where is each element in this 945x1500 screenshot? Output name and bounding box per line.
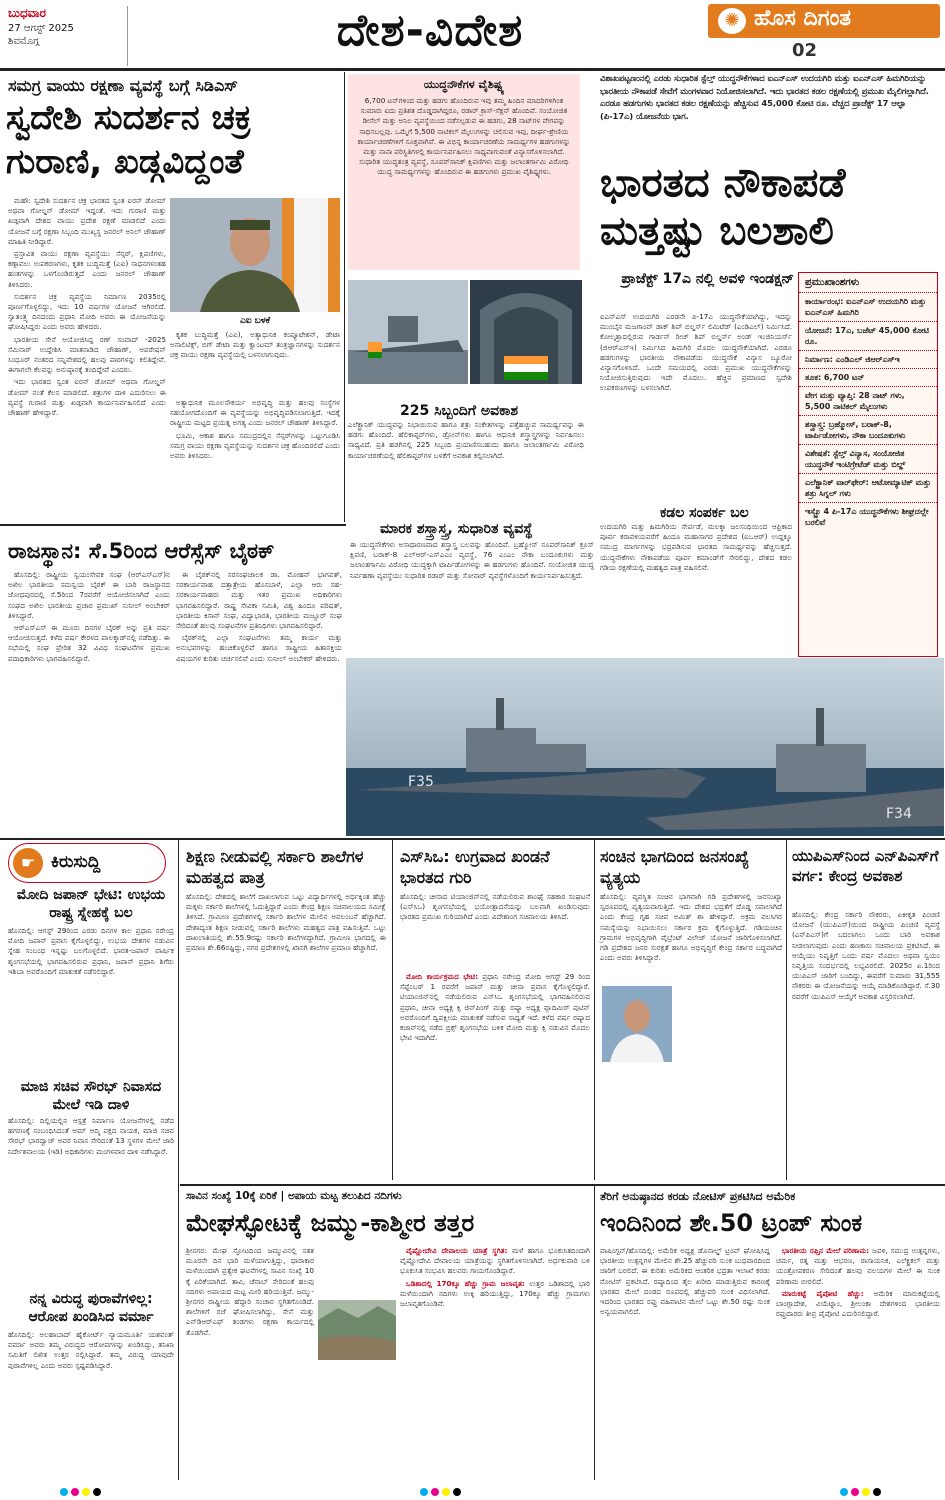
page-number: 02 xyxy=(792,40,818,61)
education-body: ಹೊಸದಿಲ್ಲಿ: ದೇಶದಲ್ಲಿ ಶಾಲೆಗೆ ದಾಖಲಾಗುವ ಒಟ್ಟು ವಿದ್ಯಾರ್ಥಿಗಳಲ್ಲಿ ಅರ್ಧಕ್ಕಿಂತ ಹೆಚ್ಚು ಮಕ್ಕಳು ಸರ್ಕಾರಿ ಶಾಲೆಗಳಲ್ಲಿ ಓದುತ್ತಿದ್ದಾರೆ ಎಂದು ಕೇಂದ್ರ ಶಿಕ್ಷಣ ಸಚಿವಾಲಯದ ಸಮೀಕ್ಷೆ ತಿಳಿಸಿದೆ. ಗ್ರಾಮೀಣ ಪ್ರದೇಶಗಳಲ್ಲಿ ಸರ್ಕಾರಿ ಶಾಲೆಗಳ ಮೇಲಿನ ಅವಲಂಬನೆ ಹೆಚ್ಚಾಗಿದೆ. ದೇಶಾದ್ಯಂತ ಶಿಕ್ಷಣ ನೀಡುವಲ್ಲಿ ಸರ್ಕಾರಿ ಶಾಲೆಗಳು ಮಹತ್ವದ ಪಾತ್ರ ವಹಿಸುತ್ತಿವೆ. ಒಟ್ಟು ದಾಖಲಾತಿಯಲ್ಲಿ ಶೇ.55.9ರಷ್ಟು ಸರ್ಕಾರಿ ಶಾಲೆಗಳದ್ದಾಗಿದೆ. ಗ್ರಾಮೀಣ ಭಾಗದಲ್ಲಿ ಈ ಪ್ರಮಾಣ ಶೇ.66ರಷ್ಟಿದ್ದು, ನಗರ ಪ್ರದೇಶಗಳಲ್ಲಿ ಖಾಸಗಿ ಶಾಲೆಗಳ ಪ್ರಮಾಣ ಹೆಚ್ಚಾಗಿದೆ. xyxy=(186,892,386,953)
column-rule xyxy=(594,1186,595,1480)
masthead-city: ಶಿವಮೊಗ್ಗ xyxy=(8,36,40,47)
tariff-subhead-2: ಮಾರುಕಟ್ಟೆ ಪೈಪೋಟಿ ಹೆಚ್ಚು: xyxy=(782,1288,864,1298)
flood-kicker: ಸಾವಿನ ಸಂಖ್ಯೆ 10ಕ್ಕೆ ಏರಿಕೆ | ಅಪಾಯ ಮಟ್ಟ ತಲುಪಿದ ನದಿಗಳು xyxy=(186,1190,402,1202)
key-point-item: ಕಾರ್ಯಾರಂಭ: ಐಎನ್‌ಎಸ್ ಉದಯಗಿರಿ ಮತ್ತು ಐಎನ್‌ಎಸ್ ಹಿಮಗಿರಿ xyxy=(799,292,937,321)
cds-para: ಸುದರ್ಶನ ಚಕ್ರ ವ್ಯವಸ್ಥೆಯ ನಿರ್ಮಾಣ 2035ರಲ್ಲಿ ಪೂರ್ಣಗೊಳ್ಳಲಿದ್ದು, ಇದು 10 ವರ್ಷಗಳ ಯೋಜನೆ ಆಗಿರಲಿದೆ. ಸ್ವಾತಂತ್ರ್ಯ ದಿನದಂದು ಪ್ರಧಾನಿ ಮೋದಿ ಅವರು ಈ ಯೋಜನೆಯನ್ನು ಘೋಷಿಸಿದ್ದರು ಎಂದು ಅವರು ಹೇಳಿದರು. xyxy=(8,291,166,332)
column-rule xyxy=(786,840,787,1180)
rule xyxy=(0,838,945,840)
navy-subhead-sea: ಕಡಲ ಸಂಪರ್ಕ ಬಲ xyxy=(660,505,749,521)
cds-body-col1 xyxy=(8,196,166,418)
registration-marks xyxy=(60,1488,101,1496)
flood-para: ಉತ್ತರ ಒಡಿಶಾದಲ್ಲಿ ಭಾರಿ ಮಳೆಯಿಂದಾಗಿ ನದಿಗಳು ಉಕ್ಕಿ ಹರಿಯುತ್ತಿದ್ದು, 170ಕ್ಕೂ ಹೆಚ್ಚು ಗ್ರಾಮಗಳು ಜಲಾವೃತಗೊಂಡಿವೆ. xyxy=(400,1278,591,1309)
navy-body-sea: ಉದಯಗಿರಿ ಮತ್ತು ಹಿಮಗಿರಿಯ ಸೇರ್ಪಡೆ, ಮಲಕ್ಕಾ ಜಲಸಂಧಿಯಿಂದ ಆಫ್ರಿಕಾದ ಪೂರ್ವ ಕರಾವಳಿಯವರೆಗೆ ಹಿಂದೂ ಮಹಾಸಾಗರ ಪ್ರದೇಶದ (ಐಒಆರ್) ಉದ್ದಕ್ಕೂ ಸಮುದ್ರ ಮಾರ್ಗಗಳನ್ನು ಭದ್ರಪಡಿಸುವ ಭಾರತದ ಸಾಮರ್ಥ್ಯವನ್ನು ಹೆಚ್ಚಿಸುತ್ತದೆ. ಯುದ್ಧನೌಕೆಗಳು ನೌಕಾಪಡೆಯ ಪೂರ್ವ ಕಮಾಂಡ್‌ಗೆ ಸೇರಲಿದ್ದು, ದೇಶದ ಕಡಲ ಗಡಿಯ ರಕ್ಷಣೆಯಲ್ಲಿ ಮಹತ್ವದ ಪಾತ್ರ ವಹಿಸಲಿವೆ. xyxy=(600,522,792,572)
key-point-item: ನಿರ್ಮಾಣ: ಎಂಡಿಎಲ್ ಜಿಆರ್‌ಎಸ್‌ಇ xyxy=(799,350,937,368)
key-point-item: ಶಸ್ತ್ರಾಸ್ತ್ರ: ಬ್ರಹ್ಮೋಸ್, ಬರಾಕ್-8, ಟಾರ್ಪಿಡೋಗಳು, ನೌಕಾ ಬಂದೂಕುಗಳು xyxy=(799,415,937,444)
cds-headline-2: ಗುರಾಣಿ, ಖಡ್ಗವಿದ್ದಂತೆ xyxy=(6,142,244,182)
shipyard-illustration xyxy=(470,280,582,384)
navy-subhead-weapons: ಮಾರಕ ಶಸ್ತ್ರಾಸ್ತ್ರ, ಸುಧಾರಿತ ವ್ಯವಸ್ಥೆ xyxy=(380,521,533,537)
key-point-item: ತೂಕ: 6,700 ಟನ್ xyxy=(799,368,937,386)
tariff-para: ಜವಳಿ, ಸಮುದ್ರ ಉತ್ಪನ್ನಗಳು, ಚರ್ಮ, ರತ್ನ ಮತ್ತು ಆಭರಣ, ರಾಸಾಯನಿಕ, ಎಲೆಕ್ಟ್ರಿಕಲ್ ಮತ್ತು ಯಂತ್ರೋಪಕರಣ ಸೇರಿದಂತೆ ಹಲವು ವಲಯಗಳ ಮೇಲೆ ಈ ಸುಂಕ ಪರಿಣಾಮ ಬೀರಲಿದೆ. xyxy=(776,1246,940,1286)
column-rule xyxy=(344,72,345,522)
ship-photo-2 xyxy=(470,280,582,384)
ship-photo-1 xyxy=(348,280,468,384)
ups-body: ಹೊಸದಿಲ್ಲಿ: ಕೇಂದ್ರ ಸರ್ಕಾರಿ ನೌಕರರು, ಏಕೀಕೃತ ಪಿಂಚಣಿ ಯೋಜನೆ (ಯುಪಿಎಸ್)ಯಿಂದ ರಾಷ್ಟ್ರೀಯ ಪಿಂಚಣಿ ವ್ಯವಸ್ಥೆ (ಎನ್‌ಪಿಎಸ್)ಗೆ ಬದಲಾಗಲು ಒಂದು ಬಾರಿ ಅವಕಾಶ ನೀಡಲಾಗುವುದು ಎಂದು ಹಣಕಾಸು ಸಚಿವಾಲಯ ಪ್ರಕಟಿಸಿದೆ. ಈ ಆಯ್ಕೆಯು ನಿವೃತ್ತಿಗೆ ಒಂದು ವರ್ಷ ಮೊದಲು ಅಥವಾ ಸ್ವಯಂ ನಿವೃತ್ತಿಯ ಸಂದರ್ಭದಲ್ಲಿ ಲಭ್ಯವಿರಲಿದೆ. 2025ರ ಏ.1ರಿಂದ ಯುಪಿಎಸ್ ಜಾರಿಗೆ ಬಂದಿದ್ದು, ಈವರೆಗೆ ಸುಮಾರು 31,555 ನೌಕರರು ಈ ಯೋಜನೆಯನ್ನು ಆಯ್ಕೆ ಮಾಡಿಕೊಂಡಿದ್ದಾರೆ. ಸೆ.30 ರವರೆಗೆ ಯುಪಿಎಸ್ ಆಯ್ಕೆಗೆ ಅವಕಾಶ ವಿಸ್ತರಿಸಲಾಗಿದೆ. xyxy=(792,910,940,1001)
masthead-rule xyxy=(0,68,945,71)
flood-headline: ಮೇಘಸ್ಫೋಟಕ್ಕೆ ಜಮ್ಮು-ಕಾಶ್ಮೀರ ತತ್ತರ xyxy=(186,1209,475,1237)
tariff-para: ಅಮೆರಿಕ ಮಾರುಕಟ್ಟೆಯಲ್ಲಿ ಬಾಂಗ್ಲಾದೇಶ, ವಿಯೆಟ್ನಾಂ, ಶ್ರೀಲಂಕಾ ದೇಶಗಳಿಂದ ಭಾರತೀಯ ರಫ್ತುದಾರರು ತೀವ್ರ ಪೈಪೋಟಿ ಎದುರಿಸಲಿದ್ದಾರೆ. xyxy=(776,1288,940,1319)
kiru-item1-body: ಹೊಸದಿಲ್ಲಿ: ಆಗಸ್ಟ್ 29ರಿಂದ ಎರಡು ದಿನಗಳ ಕಾಲ ಪ್ರಧಾನಿ ನರೇಂದ್ರ ಮೋದಿ ಜಪಾನ್ ಪ್ರವಾಸ ಕೈಗೊಳ್ಳಲಿದ್ದು, ಉಭಯ ದೇಶಗಳ ನಡುವಿನ ಸ್ನೇಹ ಸಂಬಂಧ ಇನ್ನಷ್ಟು ಬಲಗೊಳ್ಳಲಿದೆ. ಭಾರತ-ಜಪಾನ್ ವಾರ್ಷಿಕ ಶೃಂಗಸಭೆಯಲ್ಲಿ ಭಾಗವಹಿಸಲಿರುವ ಪ್ರಧಾನಿ, ಜಪಾನ್ ಪ್ರಧಾನಿ ಶಿಗೆರು ಇಶಿಬಾ ಅವರೊಂದಿಗೆ ಮಾತುಕತೆ ನಡೆಸಲಿದ್ದಾರೆ. xyxy=(8,926,174,976)
tariff-body-2 xyxy=(776,1246,940,1480)
cds-headline-1: ಸ್ವದೇಶಿ ಸುದರ್ಶನ ಚಕ್ರ xyxy=(6,98,252,138)
flood-subhead-2: ಒಡಿಶಾದಲ್ಲಿ 170ಕ್ಕೂ ಹೆಚ್ಚು ಗ್ರಾಮ ಜಲಾವೃತ: xyxy=(406,1278,525,1288)
kiru-item1-headline: ಮೋದಿ ಜಪಾನ್ ಭೇಟಿ: ಉಭಯ ರಾಷ್ಟ್ರ ಸ್ನೇಹಕ್ಕೆ ಬಲ xyxy=(16,887,166,921)
rule xyxy=(180,1184,945,1186)
sco-body: ಹೊಸದಿಲ್ಲಿ: ಚೀನಾದ ಟಿಯಾಂಜಿನ್‌ನಲ್ಲಿ ನಡೆಯಲಿರುವ ಶಾಂಘೈ ಸಹಕಾರ ಸಂಘಟನೆ (ಎಸ್‌ಸಿಒ) ಶೃಂಗಸಭೆಯಲ್ಲಿ ಭಯೋತ್ಪಾದನೆಯನ್ನು ಬಲವಾಗಿ ಖಂಡಿಸುವುದು ಭಾರತದ ಪ್ರಮುಖ ಗುರಿಯಾಗಿದೆ ಎಂದು ವಿದೇಶಾಂಗ ಸಚಿವಾಲಯ ತಿಳಿಸಿದೆ. xyxy=(400,892,590,922)
cds-para: ಮಹೌ: ಸ್ವದೇಶಿ ಸುದರ್ಶನ ಚಕ್ರ ಭಾರತದ ಸ್ವಂತ ಐರನ್ ಡೋಮ್ ಅಥವಾ ಗೋಲ್ಡನ್ ಡೋಮ್ ಇದ್ದಂತೆ. ಇದು ಗುರಾಣಿ ಮತ್ತು ಖಡ್ಗವಾಗಿ ದೇಶದ ವಾಯು ಪ್ರದೇಶ ರಕ್ಷಣೆ ಮಾಡಲಿದೆ ಎಂದು ಯೋಜನೆ ಬಗ್ಗೆ ರಕ್ಷಣಾ ಸಿಬ್ಬಂದಿ ಮುಖ್ಯಸ್ಥ ಜನರಲ್ ಅನಿಲ್ ಚೌಹಾಣ್ ಮಾಹಿತಿ ನೀಡಿದ್ದಾರೆ. xyxy=(8,196,166,246)
registration-marks xyxy=(840,1488,881,1496)
registration-marks xyxy=(420,1488,461,1496)
navy-subhead-p17a: ಪ್ರಾಜೆಕ್ಟ್ 17ಎ ನಲ್ಲಿ ಅವಳಿ ಇಂಡಕ್ಷನ್ xyxy=(621,271,794,287)
education-headline: ಶಿಕ್ಷಣ ನೀಡುವಲ್ಲಿ ಸರ್ಕಾರಿ ಶಾಲೆಗಳ ಮಹತ್ವದ ಪಾತ್ರ xyxy=(186,847,364,887)
key-point-item: ವಿಶೇಷತೆ: ಸ್ಟೆಲ್ತ್ ವಿನ್ಯಾಸ, ಸಂಯೋಜಿತ ಯುದ್ಧನೌಕೆ ಇಂಟಿಗ್ರೇಟೆಡ್ ಮತ್ತು ಬಿಲ್ಡ್ xyxy=(799,444,937,473)
flood-photo xyxy=(318,1300,396,1360)
cds-para: ಇದು ಭಾರತದ ಸ್ವಂತ ಐರನ್ ಡೋಮ್ ಅಥವಾ ಗೋಲ್ಡನ್ ಡೋಮ್ ನಂತೆ ಕೆಲಸ ಮಾಡಲಿದೆ. ಶತ್ರುಗಳ ದಾಳಿ ಎದುರಿಸಲು ಈ ವ್ಯವಸ್ಥೆ ಗುರಾಣಿ ಮತ್ತು ಖಡ್ಗವಾಗಿ ಕಾರ್ಯನಿರ್ವಹಿಸಲಿದೆ ಎಂದು ಚೌಹಾಣ್ ಹೇಳಿದ್ದಾರೆ. xyxy=(8,377,166,418)
rss-body-col2 xyxy=(176,570,342,832)
kiru-item2-body: ಹೊಸದಿಲ್ಲಿ: ದಿಲ್ಲಿಯಲ್ಲಿನ ಆಸ್ಪತ್ರೆ ನಿರ್ಮಾಣ ಯೋಜನೆಗಳಲ್ಲಿ ನಡೆದ ಹಗರಣಕ್ಕೆ ಸಂಬಂಧಿಸಿದಂತೆ ಆಮ್ ಆದ್ಮಿ ಪಕ್ಷದ ನಾಯಕ, ಮಾಜಿ ಸಚಿವ ಸೌರಭ್ ಭಾರದ್ವಾಜ್ ಅವರ ನಿವಾಸ ಸೇರಿದಂತೆ 13 ಸ್ಥಳಗಳ ಮೇಲೆ ಜಾರಿ ನಿರ್ದೇಶನಾಲಯ (ಇಡಿ) ಅಧಿಕಾರಿಗಳು ಮಂಗಳವಾರ ದಾಳಿ ನಡೆಸಿದ್ದಾರೆ. xyxy=(8,1116,174,1156)
kiru-item3-body: ಹೊಸದಿಲ್ಲಿ: ಅಲಹಾಬಾದ್ ಹೈಕೋರ್ಟ್ ನ್ಯಾಯಮೂರ್ತಿ ಯಶವಂತ್ ವರ್ಮಾ ಅವರು ತಮ್ಮ ವಿರುದ್ಧದ ಆರೋಪಗಳನ್ನು ಖಂಡಿಸಿದ್ದು, ತನಿಖಾ ಸಮಿತಿಗೆ ಲಿಖಿತ ಉತ್ತರ ಸಲ್ಲಿಸಿದ್ದಾರೆ. ತಮ್ಮ ವಿರುದ್ಧ ಯಾವುದೇ ಪುರಾವೆಗಳಿಲ್ಲ ಎಂದು ಅವರು ಸ್ಪಷ್ಟಪಡಿಸಿದ್ದಾರೆ. xyxy=(8,1330,174,1370)
hull-number-f35: F35 xyxy=(408,774,434,790)
key-point-item: ಎಲೆಕ್ಟ್ರಾನಿಕ್ ವಾರ್‌ಫೇರ್: ಆಟೋಮ್ಯಾಟಿಕ್ ಮತ್ತು ಶತ್ರು ಸಿಗ್ನಲ್ ಗಳು xyxy=(799,473,937,502)
pointing-hand-icon: ☛ xyxy=(13,848,43,878)
navy-headline-1: ಭಾರತದ ನೌಕಾಪಡೆ xyxy=(600,160,846,206)
tariff-subhead-1: ಭಾರತೀಯ ರಫ್ತಿನ ಮೇಲೆ ಪರಿಣಾಮ: xyxy=(782,1246,870,1255)
cds-para: ಭೂಮಿ, ಆಕಾಶ ಹಾಗೂ ಸಮುದ್ರದಲ್ಲಿನ ಸೆನ್ಸರ್‌ಗಳನ್ನು ಒಟ್ಟುಗೂಡಿಸಿ ಸಮಗ್ರ ವಾಯು ರಕ್ಷಣಾ ವ್ಯವಸ್ಥೆಯನ್ನು ಸುದರ್ಶನ ಚಕ್ರ ಹೊಂದಿರಲಿದೆ ಎಂದು ಅವರು ತಿಳಿಸಿದರು. xyxy=(170,430,340,461)
general-portrait-illustration xyxy=(170,198,340,312)
newspaper-logo xyxy=(708,4,940,62)
lamp-icon: ✺ xyxy=(718,8,746,34)
sco-body-2 xyxy=(400,972,590,1180)
cds-para: ಕೃತಕ ಬುದ್ಧಿಮತ್ತೆ (ಎಐ), ಅತ್ಯಾಧುನಿಕ ಕಂಪ್ಯೂಟೇಶನ್, ಡೇಟಾ ಅನಾಲಿಟಿಕ್ಸ್, ಬಿಗ್ ಡೇಟಾ ಮತ್ತು ಕ್ವಾಂಟಮ್ ತಂತ್ರಜ್ಞಾನಗಳನ್ನು ಸುದರ್ಶನ ಚಕ್ರ ವಾಯು ರಕ್ಷಣಾ ವ್ಯವಸ್ಥೆಯಲ್ಲಿ ಬಳಸಲಾಗುವುದು. xyxy=(170,330,340,360)
column-rule xyxy=(392,840,393,1180)
kiru-item2-headline: ಮಾಜಿ ಸಚಿವ ಸೌರಭ್ ನಿವಾಸದ ಮೇಲೆ ಇಡಿ ದಾಳಿ xyxy=(20,1079,162,1113)
key-points-box xyxy=(798,272,938,657)
warship-photo xyxy=(346,658,944,836)
features-title: ಯುದ್ಧನೌಕೆಗಳ ವೈಶಿಷ್ಟ್ಯ xyxy=(423,78,505,91)
key-point-item: ವೇಗ ಮತ್ತು ವ್ಯಾಪ್ತಿ: 28 ನಾಟ್ ಗಳು, 5,500 ನಾಟಿಕಲ್ ಮೈಲುಗಳು xyxy=(799,386,937,415)
sco-headline: ಎಸ್‌ಸಿಒ: ಉಗ್ರವಾದ ಖಂಡನೆ ಭಾರತದ ಗುರಿ xyxy=(400,847,550,887)
rss-para: ಹೊಸದಿಲ್ಲಿ: ರಾಷ್ಟ್ರೀಯ ಸ್ವಯಂಸೇವಕ ಸಂಘ (ಆರ್‌ಎಸ್‌ಎಸ್)ನ ಅಖಿಲ ಭಾರತೀಯ ಸಮನ್ವಯ ಬೈಠಕ್ ಈ ಬಾರಿ ರಾಜಸ್ಥಾನದ ಜೋಧಪುರದಲ್ಲಿ ಸೆ.5ರಿಂದ 7ರವರೆಗೆ ಆಯೋಜಿಸಲಾಗಿದೆ ಎಂದು ಸಂಘದ ಅಖಿಲ ಭಾರತೀಯ ಪ್ರಚಾರ ಪ್ರಮುಖ್ ಸುನೀಲ್ ಅಂಬೇಕರ್ ತಿಳಿಸಿದ್ದಾರೆ. xyxy=(8,570,170,620)
sco-subhead: ಮೋದಿ ಕಾರ್ಯಕ್ರಮದ ಭೇಟಿ: xyxy=(406,972,479,981)
key-points-title: ಪ್ರಮುಖಾಂಶಗಳು xyxy=(805,277,860,288)
cds-body-col2a xyxy=(170,330,340,380)
features-body: 6,700 ಟನ್‌ಗಳಿಂದ ಮತ್ತು ಹಡಗು ಹೊಂದಿರುವ ಇವು ತಮ್ಮ ಹಿಂದಿನ ಮಾದರಿಗಳಿಗಿಂತ ಸುಮಾರು ಐದು ಪ್ರತಿಶತ ದೊಡ್ಡದಾಗಿದ್ದರೂ, ರಡಾರ್ ಕ್ರಾಸ್-ಸೆಕ್ಷನ್ ಹೊಂದಿವೆ. ಸಂಯೋಜಿತ ಡೀಸೆಲ್ ಮತ್ತು ಅನಿಲ ವ್ಯವಸ್ಥೆಯಿಂದ ನಡೆಸಲ್ಪಡುವ ಈ ಹಡಗು, 28 ನಾಟ್‌ಗಳ ವೇಗವನ್ನು ಸಾಧಿಸಬಲ್ಲವು. ಒಮ್ಮೆಗೆ 5,500 ನಾಟಿಕಲ್ ಮೈಲುಗಳನ್ನು ಚಲಿಸುವ ಇವು, ದೀರ್ಘ-ಶ್ರೇಣಿಯ ಕಾರ್ಯಾಚರಣೆಗಳಿಗೆ ಸೂಕ್ತವಾಗಿವೆ. ಈ ವಿಭಿನ್ನ ಕಾರ್ಯಾಚರಣೆಯ ಸಾಮರ್ಥ್ಯಗಳ ಹಡಗುಗಳನ್ನು ಮತ್ತು ನಾನಾ ಪರಿಸ್ಥಿತಿಗಳಲ್ಲಿ ಕಾರ್ಯನಿರ್ವಹಿಸಲು ಸಾಧ್ಯವಾಗುವಂತೆ ವಿನ್ಯಾಸಗೊಳಿಸಲಾಗಿದೆ. ಸುಧಾರಿತ ಯುದ್ಧತಂತ್ರ ವ್ಯವಸ್ಥೆ, ಸೂಪರ್‌ಸಾನಿಕ್ ಕ್ಷಿಪಣಿಗಳು ಮತ್ತು ಜಲಾಂತರ್ಗಾಮಿ ವಿರೋಧಿ ಯುದ್ಧ ಸಾಮರ್ಥ್ಯಗಳನ್ನು ಹೊಂದಿರುವ ಈ ಹಡಗುಗಳು ಪ್ರಮುಖ ವೈಶಿಷ್ಟ್ಯಗಳು. xyxy=(357,96,571,177)
tariff-body: ವಾಷಿಂಗ್ಟನ್/ಹೊಸದಿಲ್ಲಿ: ಅಮೆರಿಕ ಅಧ್ಯಕ್ಷ ಡೊನಾಲ್ಡ್ ಟ್ರಂಪ್ ಘೋಷಿಸಿದ್ದ ಭಾರತೀಯ ಉತ್ಪನ್ನಗಳ ಮೇಲಿನ ಶೇ.25 ಹೆಚ್ಚುವರಿ ಸುಂಕ ಬುಧವಾರದಿಂದ ಜಾರಿಗೆ ಬರಲಿದೆ. ಈ ಕುರಿತು ಅಮೆರಿಕದ ಆಂತರಿಕ ಭದ್ರತಾ ಇಲಾಖೆ ಕರಡು ನೋಟಿಸ್ ಪ್ರಕಟಿಸಿದೆ. ರಷ್ಯಾದಿಂದ ತೈಲ ಖರೀದಿ ಮಾಡುತ್ತಿರುವ ಕಾರಣಕ್ಕೆ ಭಾರತದ ಮೇಲೆ ದಂಡದ ರೂಪದಲ್ಲಿ ಹೆಚ್ಚುವರಿ ಸುಂಕ ವಿಧಿಸಲಾಗಿದೆ. ಇದರಿಂದ ಭಾರತದ ರಫ್ತು ವಹಿವಾಟಿನ ಮೇಲೆ ಒಟ್ಟು ಶೇ.50 ರಷ್ಟು ಸುಂಕ ಅನ್ವಯವಾಗಲಿದೆ. xyxy=(600,1246,770,1317)
navy-body-weapons: ಈ ಯುದ್ಧನೌಕೆಗಳು ಅಸಾಧಾರಣವಾದ ಶಸ್ತ್ರಾಸ್ತ್ರ ಬಲವನ್ನು ಹೊಂದಿವೆ. ಬ್ರಹ್ಮೋಸ್ ಸೂಪರ್‌ಸಾನಿಕ್ ಕ್ರೂಸ್ ಕ್ಷಿಪಣಿ, ಬರಾಕ್-8 ಎಲ್‌ಆರ್-ಎಸ್‌ಎಎಂ ವ್ಯವಸ್ಥೆ, 76 ಎಂಎಂ ನೌಕಾ ಬಂದೂಕುಗಳು ಮತ್ತು ಜಲಾಂತರ್ಗಾಮಿ ವಿರೋಧಿ ಯುದ್ಧಕ್ಕಾಗಿ ಟಾರ್ಪಿಡೋಗಳನ್ನು ಈ ಹಡಗುಗಳು ಹೊಂದಿವೆ. ಸಂಯೋಜಿತ ಯುದ್ಧ ನಿರ್ವಹಣಾ ವ್ಯವಸ್ಥೆಯು ಸುಧಾರಿತ ರಡಾರ್ ಮತ್ತು ಸೋನಾರ್ ವ್ಯವಸ್ಥೆಗಳೊಂದಿಗೆ ಕಾರ್ಯನಿರ್ವಹಿಸುತ್ತದೆ. xyxy=(350,540,594,580)
flood-subhead-1: ವೈಷ್ಣೋದೇವಿ ದೇವಾಲಯ ಯಾತ್ರೆ ಸ್ಥಗಿತ: xyxy=(406,1246,508,1255)
cds-photo xyxy=(170,198,340,312)
key-point-item: ಇಸ್ಟ್ರೊ 4 ಪಿ-17ಎ ಯುದ್ಧನೌಕೆಗಳು ಶೀಘ್ರದಲ್ಲೇ ಬರಲಿವೆ xyxy=(799,502,937,531)
kirusuddi-label: ಕಿರುಸುದ್ದಿ xyxy=(51,852,101,872)
sco-para: ಪ್ರಧಾನಿ ನರೇಂದ್ರ ಮೋದಿ ಆಗಸ್ಟ್ 29 ರಿಂದ ಸೆಪ್ಟೆಂಬರ್ 1 ರವರೆಗೆ ಜಪಾನ್ ಮತ್ತು ಚೀನಾ ಪ್ರವಾಸ ಕೈಗೊಳ್ಳಲಿದ್ದಾರೆ. ಟಿಯಾಂಜಿನ್‌ನಲ್ಲಿ ನಡೆಯಲಿರುವ ಎಸ್‌ಸಿಒ ಶೃಂಗಸಭೆಯಲ್ಲಿ ಭಾಗವಹಿಸಲಿರುವ ಪ್ರಧಾನಿ, ಚೀನಾ ಅಧ್ಯಕ್ಷ ಕ್ಸಿ ಜಿನ್‌ಪಿಂಗ್ ಮತ್ತು ರಷ್ಯಾ ಅಧ್ಯಕ್ಷ ವ್ಲಾದಿಮಿರ್ ಪುಟಿನ್ ಅವರೊಂದಿಗೆ ದ್ವಿಪಕ್ಷೀಯ ಮಾತುಕತೆ ನಡೆಸುವ ಸಾಧ್ಯತೆ ಇದೆ. ಕಳೆದ ವರ್ಷ ರಷ್ಯಾದ ಕಜಾನ್‌ನಲ್ಲಿ ನಡೆದ ಬ್ರಿಕ್ಸ್ ಶೃಂಗಸಭೆಯ ಬಳಿಕ ಮೋದಿ ಮತ್ತು ಕ್ಸಿ ನಡುವಿನ ಮೊದಲ ಭೇಟಿ ಇದಾಗಿದೆ. xyxy=(400,972,590,1043)
column-rule xyxy=(178,840,179,1480)
ups-headline: ಯುಪಿಎಸ್‌ನಿಂದ ಎನ್‌ಪಿಎಸ್‌ಗೆ ವರ್ಗ: ಕೇಂದ್ರ ಅವಕಾಶ xyxy=(792,847,939,885)
hull-number-f34: F34 xyxy=(886,806,912,822)
features-box xyxy=(348,74,580,270)
masthead-day: ಬುಧವಾರ xyxy=(8,6,46,20)
navy-headline-2: ಮತ್ತಷ್ಟು ಬಲಶಾಲಿ xyxy=(600,208,834,254)
rss-body-col1 xyxy=(8,570,170,832)
kiru-item3-headline: ನನ್ನ ವಿರುದ್ಧ ಪುರಾವೆಗಳಿಲ್ಲ: ಆರೋಪ ಖಂಡಿಸಿದ ವರ್ಮಾ xyxy=(28,1291,154,1325)
cds-subhead-ai: ಎಐ ಬಳಕೆ xyxy=(239,316,271,326)
rss-headline: ರಾಜಸ್ಥಾನ: ಸೆ.5ರಿಂದ ಆರೆಸ್ಸೆಸ್ ಬೈಠಕ್ xyxy=(8,539,275,563)
tariff-kicker: ತೆರಿಗೆ ಅನುಷ್ಠಾನದ ಕರಡು ನೋಟಿಸ್ ಪ್ರಕಟಿಸಿದ ಅಮೆರಿಕ xyxy=(600,1190,796,1203)
flood-body-2 xyxy=(400,1246,590,1480)
flood-river-illustration xyxy=(318,1300,396,1360)
logo-name: ಹೊಸ ದಿಗಂತ xyxy=(754,6,852,31)
cds-para: ಭಾರತೀಯ ಸೇನೆ ಆಯೋಜಿಸಿದ್ದ ರಣ್ ಸಂವಾದ್ -2025 ಸೆಮಿನಾರ್ ಉದ್ದೇಶಿಸಿ ಮಾತನಾಡಿದ ಚೌಹಾಣ್, ಆಪರೇಷನ್ ಸಿಂಧೂರ್ ನಂತರದ ಸನ್ನಿವೇಶದಲ್ಲಿ ಹಲವು ಪಾಠಗಳನ್ನು ಕಲಿತಿದ್ದೇವೆ. ಈಗಾಗಲೇ ಕೆಲವನ್ನು ಅನುಷ್ಠಾನಕ್ಕೆ ತಂದಿದ್ದೇವೆ ಎಂದರು. xyxy=(8,334,166,375)
navy-lead: ವಿಶಾಖಪಟ್ಟಣಂನಲ್ಲಿ ಎರಡು ಸುಧಾರಿತ ಸ್ಟೆಲ್ತ್ ಯುದ್ಧನೌಕೆಗಳಾದ ಐಎನ್‌ಎಸ್ ಉದಯಗಿರಿ ಮತ್ತು ಐಎನ್‌ಎಸ್ ಹಿಮಗಿರಿಯನ್ನು ಭಾರತೀಯ ನೌಕಾಪಡೆ ಸೇವೆಗೆ ಮಂಗಳವಾರ ನಿಯೋಜಿಸಲಾಗಿದೆ. ಇದು ಭಾರತದ ಕಡಲ ರಕ್ಷಣೆಯಲ್ಲಿ ಪ್ರಮುಖ ಮೈಲಿಗಲ್ಲಾಗಿದೆ. ಎರಡೂ ಹಡಗುಗಳು ಭಾರತದ ಕಡಲ ರಕ್ಷಣೆಯನ್ನು ಹೆಚ್ಚಿಸುವ 45,000 ಕೋಟಿ ರೂ. ವೆಚ್ಚದ ಪ್ರಾಜೆಕ್ಟ್ 17 ಆಲ್ಫಾ (ಪಿ-17ಎ) ಯೋಜನೆಯ ಭಾಗ. xyxy=(600,73,929,121)
column-rule xyxy=(594,840,595,1180)
cds-kicker: ಸಮಗ್ರ ವಾಯು ರಕ್ಷಣಾ ವ್ಯವಸ್ಥೆ ಬಗ್ಗೆ ಸಿಡಿಎಸ್ xyxy=(8,76,238,95)
rule xyxy=(0,524,346,526)
tariff-headline: ಇಂದಿನಿಂದ ಶೇ.50 ಟ್ರಂಪ್ ಸುಂಕ xyxy=(600,1209,863,1237)
navy-subhead-225: 225 ಸಿಬ್ಬಂದಿಗೆ ಅವಕಾಶ xyxy=(400,403,518,419)
population-headline: ಸಂಚಿನ ಭಾಗದಿಂದ ಜನಸಂಖ್ಯೆ ವ್ಯತ್ಯಯ xyxy=(600,847,750,887)
section-title: ದೇಶ-ವಿದೇಶ xyxy=(336,5,524,56)
rss-para: ಬೈಠಕ್‌ನಲ್ಲಿ ಎಲ್ಲಾ ಸಂಘಟನೆಗಳು ತಮ್ಮ ಕಾರ್ಯ ಮತ್ತು ಅನುಭವಗಳನ್ನು ಹಂಚಿಕೊಳ್ಳಲಿವೆ ಹಾಗೂ ರಾಷ್ಟ್ರೀಯ ಹಿತಾಸಕ್ತಿಯ ವಿಷಯಗಳ ಕುರಿತು ಚರ್ಚಿಸಲಿವೆ ಎಂದು ಸುನೀಲ್ ಅಂಬೇಕರ್ ಹೇಳಿದರು. xyxy=(176,633,342,663)
population-body: ಹೊಸದಿಲ್ಲಿ: ವ್ಯವಸ್ಥಿತ ಸಂಚಿನ ಭಾಗವಾಗಿ ಗಡಿ ಪ್ರದೇಶಗಳಲ್ಲಿ ಜನಸಂಖ್ಯಾ ಸ್ವರೂಪದಲ್ಲಿ ವ್ಯತ್ಯಯವಾಗುತ್ತಿದೆ. ಇದು ದೇಶದ ಭದ್ರತೆಗೆ ದೊಡ್ಡ ಸವಾಲಾಗಿದೆ ಎಂದು ಕೇಂದ್ರ ಗೃಹ ಸಚಿವ ಅಮಿತ್ ಶಾ ಹೇಳಿದ್ದಾರೆ. ಅಕ್ರಮ ವಲಸಿಗರ ಸಮಸ್ಯೆಯನ್ನು ನಿಭಾಯಿಸಲು ಸರ್ಕಾರ ಕ್ರಮ ಕೈಗೊಳ್ಳುತ್ತಿದೆ. ಗಡಿಯಂಚಿನ ಗ್ರಾಮಗಳ ಅಭಿವೃದ್ಧಿಗಾಗಿ ವೈಬ್ರೆಂಟ್ ವಿಲೇಜ್ ಯೋಜನೆ ಜಾರಿಗೊಳಿಸಲಾಗಿದೆ. ಗಡಿ ಪ್ರದೇಶದ ಜನರ ಸುರಕ್ಷತೆ ಹಾಗೂ ಅಭಿವೃದ್ಧಿಗೆ ಕೇಂದ್ರ ಸರ್ಕಾರ ಬದ್ಧವಾಗಿದೆ ಎಂದು ಅವರು ತಿಳಿಸಿದ್ದಾರೆ. xyxy=(600,892,782,963)
warship-illustration xyxy=(348,280,468,384)
cds-para: ಅತ್ಯಾಧುನಿಕ ಮೂಲಸೌಕರ್ಯ ಅಭಿವೃದ್ಧಿ ಮತ್ತು ಹಲವು ಸಂಸ್ಥೆಗಳ ಸಹಯೋಗದೊಂದಿಗೆ ಈ ವ್ಯವಸ್ಥೆಯನ್ನು ಅಭಿವೃದ್ಧಿಪಡಿಸಲಾಗುತ್ತಿದೆ. ಇದಕ್ಕೆ ರಾಷ್ಟ್ರೀಯ ಮಟ್ಟದ ಪ್ರಯತ್ನ ಅಗತ್ಯ ಎಂದು ಜನರಲ್ ಚೌಹಾಣ್ ತಿಳಿಸಿದ್ದಾರೆ. xyxy=(170,398,340,428)
cds-body-col2b xyxy=(170,398,340,520)
key-point-item: ಯೋಜನೆ: 17ಎ, ಬಜೆಟ್ 45,000 ಕೋಟಿ ರೂ. xyxy=(799,321,937,350)
navy-body-225: ಎಲೆಕ್ಟ್ರಾನಿಕ್ ಯುದ್ಧವನ್ನು ನಿಭಾಯಿಸುವ ಹಾಗೂ ಶತ್ರು ಸಂಕೇತಗಳನ್ನು ಪತ್ತೆಹಚ್ಚುವ ಸಾಮರ್ಥ್ಯವನ್ನು ಈ ಹಡಗು ಹೊಂದಿದೆ. ಹೆಲಿಕಾಪ್ಟರ್‌ಗಳು, ಡ್ರೋನ್‌ಗಳು ಹಾಗೂ ಆಧುನಿಕ ಶಸ್ತ್ರಾಸ್ತ್ರಗಳನ್ನು ನಿರ್ವಹಿಸಲು ಸಾಧ್ಯವಿದೆ. ಪ್ರತಿ ಹಡಗಿನಲ್ಲಿ 225 ಸಿಬ್ಬಂದಿ ಪ್ರಯಾಣಿಸಬಹುದು ಹಾಗೂ ಜಲಾಂತರ್ಗಾಮಿ ವಿರೋಧಿ ಕಾರ್ಯಾಚರಣೆಯಲ್ಲಿ ಹೆಲಿಕಾಪ್ಟರ್‌ಗಳ ಬಳಕೆಗೆ ಅವಕಾಶ ಕಲ್ಪಿಸಲಾಗಿದೆ. xyxy=(348,420,584,460)
rss-para: ಆರ್‌ಎಸ್‌ಎಸ್ ಈ ಮೂರು ದಿನಗಳ ಬೈಠಕ್ ಅನ್ನು ಪ್ರತಿ ವರ್ಷ ಆಯೋಜಿಸುತ್ತದೆ. ಕಳೆದ ವರ್ಷ ಕೇರಳದ ಪಾಲಕ್ಕಾಡ್‌ನಲ್ಲಿ ನಡೆದಿತ್ತು. ಈ ಸಭೆಯಲ್ಲಿ ಸಂಘ ಪ್ರೇರಿತ 32 ವಿವಿಧ ಸಂಘಟನೆಗಳ ಪ್ರಮುಖ ಪದಾಧಿಕಾರಿಗಳು ಭಾಗವಹಿಸಲಿದ್ದಾರೆ. xyxy=(8,623,170,663)
rss-para: ಈ ಬೈಠಕ್‌ನಲ್ಲಿ ಸರಸಂಘಚಾಲಕ ಡಾ. ಮೋಹನ್ ಭಾಗವತ್, ಸರಕಾರ್ಯವಾಹ ದತ್ತಾತ್ರೇಯ ಹೊಸಬಾಳೆ, ಎಲ್ಲಾ ಆರು ಸಹ-ಸರಕಾರ್ಯವಾಹರು ಮತ್ತು ಇತರ ಪ್ರಮುಖ ಅಧಿಕಾರಿಗಳು ಭಾಗವಹಿಸಲಿದ್ದಾರೆ. ರಾಷ್ಟ್ರ ಸೇವಿಕಾ ಸಮಿತಿ, ವಿಶ್ವ ಹಿಂದೂ ಪರಿಷತ್, ಭಾರತೀಯ ಕಿಸಾನ್ ಸಂಘ, ವಿದ್ಯಾಭಾರತಿ, ಭಾರತೀಯ ಮಜ್ದೂರ್ ಸಂಘ ಸೇರಿದಂತೆ ಹಲವು ಸಂಘಟನೆಗಳ ಪ್ರತಿನಿಧಿಗಳು ಭಾಗವಹಿಸಲಿದ್ದಾರೆ. xyxy=(176,570,342,631)
kirusuddi-badge xyxy=(8,843,166,883)
flood-body: ಶ್ರೀನಗರ: ಮೇಘ ಸ್ಫೋಟದಿಂದ ಜಮ್ಮುವಿನಲ್ಲಿ ಸತತ ಮೂರನೇ ದಿನ ಭಾರಿ ಮಳೆಯಾಗುತ್ತಿದ್ದು, ಧಾರಾಕಾರ ಮಳೆಯಿಂದಾಗಿ ಪ್ರತ್ಯೇಕ ಘಟನೆಗಳಲ್ಲಿ ಸಾವಿನ ಸಂಖ್ಯೆ 10 ಕ್ಕೆ ಏರಿಕೆಯಾಗಿದೆ. ತಾವಿ, ಚೆನಾಬ್ ಸೇರಿದಂತೆ ಹಲವು ನದಿಗಳು ಅಪಾಯದ ಮಟ್ಟ ಮೀರಿ ಹರಿಯುತ್ತಿವೆ. ಜಮ್ಮು-ಶ್ರೀನಗರ ರಾಷ್ಟ್ರೀಯ ಹೆದ್ದಾರಿ ಸಂಚಾರ ಸ್ಥಗಿತಗೊಂಡಿದೆ. ಶಾಲೆಗಳಿಗೆ ರಜೆ ಘೋಷಿಸಲಾಗಿದ್ದು, ಸೇನೆ ಮತ್ತು ಎನ್‌ಡಿಆರ್‌ಎಫ್ ತಂಡಗಳು ರಕ್ಷಣಾ ಕಾರ್ಯದಲ್ಲಿ ತೊಡಗಿವೆ. xyxy=(186,1246,314,1337)
masthead-date: 27 ಆಗಸ್ಟ್ 2025 xyxy=(8,23,74,34)
navy-body-p17a: ಐಎನ್‌ಎಸ್ ಉದಯಗಿರಿ ಎರಡನೇ ಪಿ-17ಎ ಯುದ್ಧನೌಕೆಯಾಗಿದ್ದು, ಇದನ್ನು ಮುಂಬೈನ ಮಜಗಾಂವ್ ಡಾಕ್ ಶಿಪ್ ಬಿಲ್ಡರ್ಸ್ ಲಿಮಿಟೆಡ್ (ಎಂಡಿಎಲ್) ನಿರ್ಮಿಸಿದೆ. ಕೋಲ್ಕತ್ತಾದಲ್ಲಿರುವ ಗಾರ್ಡನ್ ರೀಚ್ ಶಿಪ್ ಬಿಲ್ಡರ್ಸ್ ಅಂಡ್ ಇಂಜಿನಿಯರ್ಸ್ (ಜಿಆರ್‌ಎಸ್‌ಇ) ನಿರ್ಮಿಸಿದ ಹಿಮಗಿರಿ ಮೊದಲ ಯುದ್ಧನೌಕೆಯಾಗಿದೆ. ಎರಡೂ ಹಡಗುಗಳನ್ನು ಭಾರತೀಯ ನೌಕಾಪಡೆಯ ಯುದ್ಧನೌಕೆ ವಿನ್ಯಾಸ ಬ್ಯೂರೋ ವಿನ್ಯಾಸಗೊಳಿಸಿದೆ. ಒಂದೇ ಸಮಯದಲ್ಲಿ ಎರಡು ಪ್ರಮುಖ ಯುದ್ಧನೌಕೆಗಳನ್ನು ನಿಯೋಜಿಸುತ್ತಿರುವುದು ಇದೇ ಮೊದಲು. ಹೆಚ್ಚಿನ ಪ್ರಮಾಣದ ಸ್ವದೇಶಿ ಉಪಕರಣಗಳನ್ನು ಬಳಸಲಾಗಿದೆ. xyxy=(600,312,792,393)
masthead-date-block xyxy=(8,6,128,66)
flood-para: ಮಳೆ ಹಾಗೂ ಭೂಕುಸಿತದಿಂದಾಗಿ ವೈಷ್ಣೋದೇವಿ ದೇವಾಲಯ ಯಾತ್ರೆಯನ್ನು ಸ್ಥಗಿತಗೊಳಿಸಲಾಗಿದೆ. ಅರ್ಧಕುವಾರಿ ಬಳಿ ಭೂಕುಸಿತ ಸಂಭವಿಸಿ ಹಲವರು ಗಾಯಗೊಂಡಿದ್ದಾರೆ. xyxy=(400,1246,590,1276)
cds-para: ಪ್ರಸ್ತಾವಿತ ವಾಯು ರಕ್ಷಣಾ ವ್ಯವಸ್ಥೆಯು ಸೆನ್ಸರ್, ಕ್ಷಿಪಣಿಗಳು, ಕಣ್ಗಾವಲು ಉಪಕರಣಗಳು, ಕೃತಕ ಬುದ್ಧಿಮತ್ತೆ (ಎಐ) ಸಾಧನಗಳಂತಹ ಹಂತಗಳನ್ನು ಒಳಗೊಂಡಿರುತ್ತದೆ ಎಂದು ಜನರಲ್ ಚೌಹಾಣ್ ತಿಳಿಸಿದರು. xyxy=(8,249,166,289)
warship-sea-illustration xyxy=(346,658,944,836)
